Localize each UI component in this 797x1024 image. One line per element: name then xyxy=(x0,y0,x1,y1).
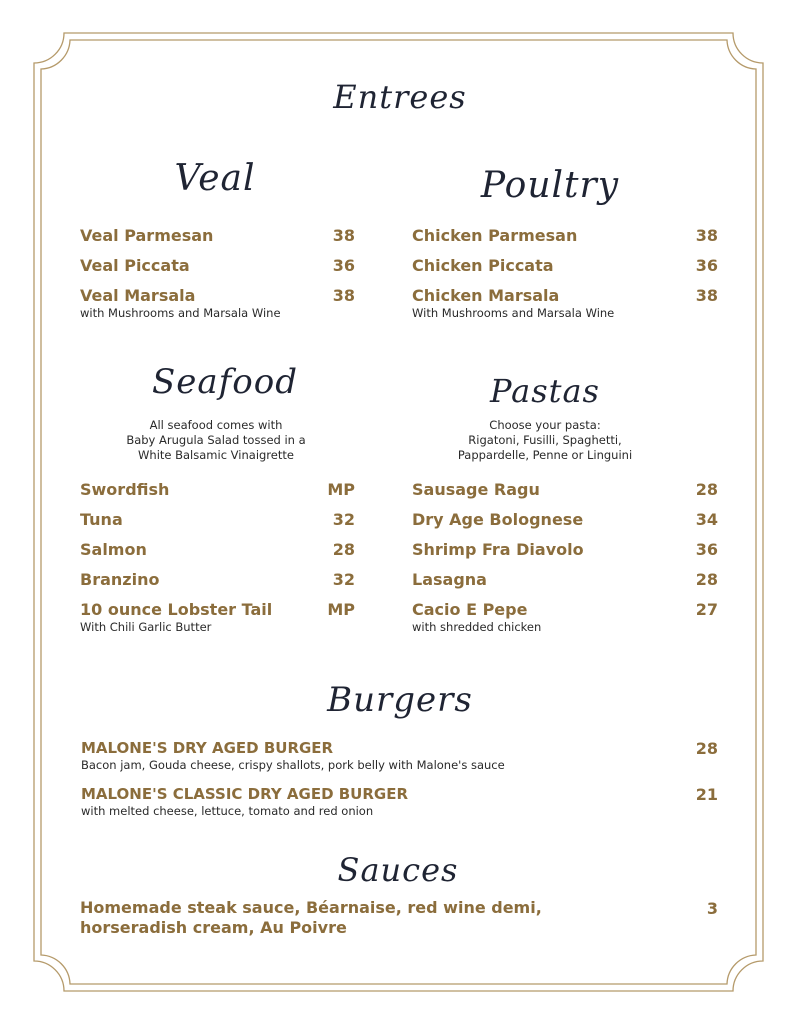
menu-item xyxy=(412,256,718,275)
menu-item xyxy=(81,785,718,818)
sauces-line: horseradish cream, Au Poivre xyxy=(80,918,347,937)
menu-item xyxy=(412,570,718,589)
veal-heading: Veal xyxy=(174,158,256,199)
menu-item xyxy=(412,226,718,245)
item-price: 28 xyxy=(695,739,718,758)
seafood-note xyxy=(96,418,336,463)
menu-item xyxy=(80,256,355,275)
item-price: 28 xyxy=(695,480,718,499)
item-name: Dry Age Bolognese xyxy=(412,510,584,529)
item-name: Chicken Marsala xyxy=(412,286,560,305)
item-name: Branzino xyxy=(80,570,160,589)
note-line: Pappardelle, Penne or Linguini xyxy=(457,448,633,462)
item-name: Tuna xyxy=(80,510,123,529)
item-description: With Mushrooms and Marsala Wine xyxy=(412,306,615,320)
item-price: 38 xyxy=(332,286,355,305)
menu-item xyxy=(412,600,718,634)
item-name: Salmon xyxy=(80,540,147,559)
menu-item xyxy=(80,600,355,634)
item-name: Chicken Parmesan xyxy=(412,226,578,245)
note-line: Baby Arugula Salad tossed in a xyxy=(126,433,306,447)
item-description: with melted cheese, lettuce, tomato and red onion xyxy=(81,804,374,818)
item-name: Cacio E Pepe xyxy=(412,600,528,619)
note-line: White Balsamic Vinaigrette xyxy=(138,448,294,462)
menu-item xyxy=(80,540,355,559)
sauces-heading: Sauces xyxy=(337,851,459,889)
menu-item xyxy=(80,226,355,245)
menu-item xyxy=(412,510,718,529)
item-name: Veal Piccata xyxy=(80,256,190,275)
note-line: Rigatoni, Fusilli, Spaghetti, xyxy=(468,433,622,447)
item-name: Sausage Ragu xyxy=(412,480,540,499)
item-name: Veal Parmesan xyxy=(80,226,214,245)
item-description: with shredded chicken xyxy=(412,620,542,634)
item-name: MALONE'S DRY AGED BURGER xyxy=(81,739,334,757)
item-price: 38 xyxy=(695,226,718,245)
item-price: 28 xyxy=(332,540,355,559)
burgers-heading: Burgers xyxy=(327,680,473,720)
item-price: 3 xyxy=(706,899,718,918)
item-price: 34 xyxy=(695,510,718,529)
page-title: Entrees xyxy=(333,78,467,116)
menu-item xyxy=(80,570,355,589)
pastas-note xyxy=(425,418,665,463)
item-price: 36 xyxy=(695,256,718,275)
item-name: Chicken Piccata xyxy=(412,256,554,275)
item-name: MALONE'S CLASSIC DRY AGED BURGER xyxy=(81,785,409,803)
menu-item xyxy=(81,739,718,772)
sauces-item xyxy=(80,898,718,938)
item-name: Veal Marsala xyxy=(80,286,196,305)
item-price: 21 xyxy=(695,785,718,804)
item-price: 38 xyxy=(695,286,718,305)
item-name: Shrimp Fra Diavolo xyxy=(412,540,584,559)
item-name: 10 ounce Lobster Tail xyxy=(80,600,273,619)
note-line: Choose your pasta: xyxy=(489,418,601,432)
item-name: Lasagna xyxy=(412,570,487,589)
item-description: Bacon jam, Gouda cheese, crispy shallots, pork belly with Malone's sauce xyxy=(81,758,505,772)
poultry-heading: Poultry xyxy=(480,165,620,206)
item-price: 36 xyxy=(332,256,355,275)
menu-item xyxy=(412,480,718,499)
item-price: 28 xyxy=(695,570,718,589)
menu-item xyxy=(412,540,718,559)
item-price: 32 xyxy=(332,570,355,589)
menu-item xyxy=(80,480,355,499)
item-price: MP xyxy=(327,600,355,619)
item-name: Swordfish xyxy=(80,480,170,499)
item-description: With Chili Garlic Butter xyxy=(80,620,212,634)
item-price: MP xyxy=(327,480,355,499)
note-line: All seafood comes with xyxy=(149,418,283,432)
menu-item xyxy=(80,510,355,529)
item-price: 27 xyxy=(695,600,718,619)
seafood-heading: Seafood xyxy=(152,362,298,402)
pastas-heading: Pastas xyxy=(490,372,600,410)
menu-item xyxy=(412,286,718,320)
sauces-line: Homemade steak sauce, Béarnaise, red wine demi, xyxy=(80,898,542,917)
item-price: 32 xyxy=(332,510,355,529)
item-price: 36 xyxy=(695,540,718,559)
item-price: 38 xyxy=(332,226,355,245)
menu-item xyxy=(80,286,355,320)
item-description: with Mushrooms and Marsala Wine xyxy=(80,306,281,320)
